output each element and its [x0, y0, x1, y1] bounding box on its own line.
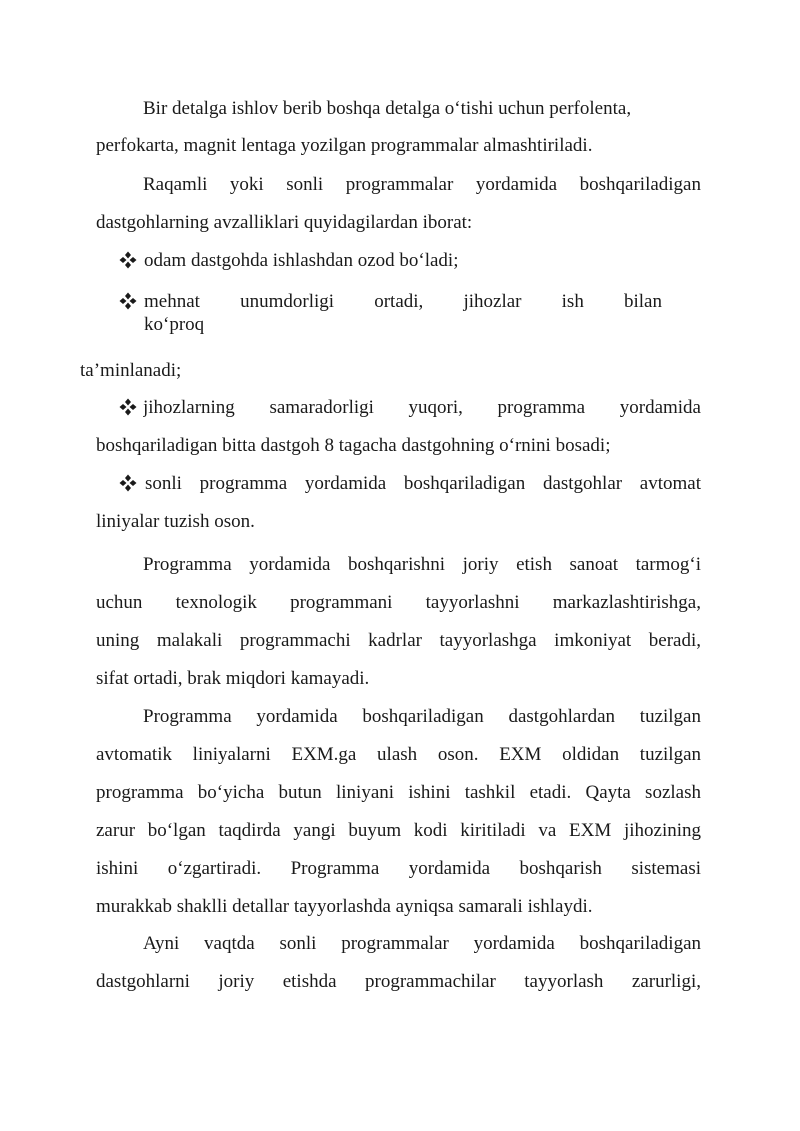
bullet-2-line-3: ta’minlanadi;: [80, 360, 182, 381]
paragraph-3-line-4: sifat ortadi, brak miqdori kamayadi.: [96, 668, 370, 689]
bullet-3-line-2: boshqariladigan bitta dastgoh 8 tagacha dastgohning o‘rnini bosadi;: [96, 435, 611, 456]
paragraph-2-line-1: Raqamli yoki sonli programmalar yordamida boshqariladigan: [143, 174, 701, 195]
paragraph-3-line-1: Programma yordamida boshqarishni joriy etish sanoat tarmog‘i: [143, 554, 701, 575]
paragraph-4-line-2: avtomatik liniyalarni EXM.ga ulash oson. EXM oldidan tuzilgan: [96, 744, 701, 765]
bullet-2-line-1: mehnat unumdorligi ortadi, jihozlar ish bilan: [144, 291, 662, 312]
paragraph-5-line-2: dastgohlarni joriy etishda programmachilar tayyorlash zarurligi,: [96, 971, 701, 992]
paragraph-3-line-3: uning malakali programmachi kadrlar tayyorlashga imkoniyat beradi,: [96, 630, 701, 651]
bullet-4-line-1: sonli programma yordamida boshqariladigan dastgohlar avtomat: [145, 473, 701, 494]
paragraph-4-line-5: ishini o‘zgartiradi. Programma yordamida boshqarish sistemasi: [96, 858, 701, 879]
diamond-bullet-icon: [119, 292, 137, 310]
diamond-bullet-icon: [119, 251, 137, 269]
paragraph-2-line-2: dastgohlarning avzalliklari quyidagilardan iborat:: [96, 212, 473, 233]
bullet-3-line-1: jihozlarning samaradorligi yuqori, programma yordamida: [143, 397, 701, 418]
diamond-bullet-icon: [119, 398, 137, 416]
paragraph-3-line-2: uchun texnologik programmani tayyorlashni markazlashtirishga,: [96, 592, 701, 613]
diamond-bullet-icon: [119, 474, 137, 492]
bullet-2-line-2: ko‘proq: [144, 314, 205, 335]
paragraph-4-line-4: zarur bo‘lgan taqdirda yangi buyum kodi kiritiladi va EXM jihozining: [96, 820, 701, 841]
paragraph-1-line-1: Bir detalga ishlov berib boshqa detalga o‘tishi uchun perfolenta,: [143, 98, 632, 119]
paragraph-4-line-6: murakkab shaklli detallar tayyorlashda ayniqsa samarali ishlaydi.: [96, 896, 593, 917]
bullet-4-line-2: liniyalar tuzish oson.: [96, 511, 255, 532]
paragraph-4-line-1: Programma yordamida boshqariladigan dastgohlardan tuzilgan: [143, 706, 701, 727]
paragraph-4-line-3: programma bo‘yicha butun liniyani ishini tashkil etadi. Qayta sozlash: [96, 782, 701, 803]
bullet-1-line-1: odam dastgohda ishlashdan ozod bo‘ladi;: [144, 250, 459, 271]
paragraph-1-line-2: perfokarta, magnit lentaga yozilgan programmalar almashtiriladi.: [96, 135, 593, 156]
paragraph-5-line-1: Ayni vaqtda sonli programmalar yordamida boshqariladigan: [143, 933, 701, 954]
